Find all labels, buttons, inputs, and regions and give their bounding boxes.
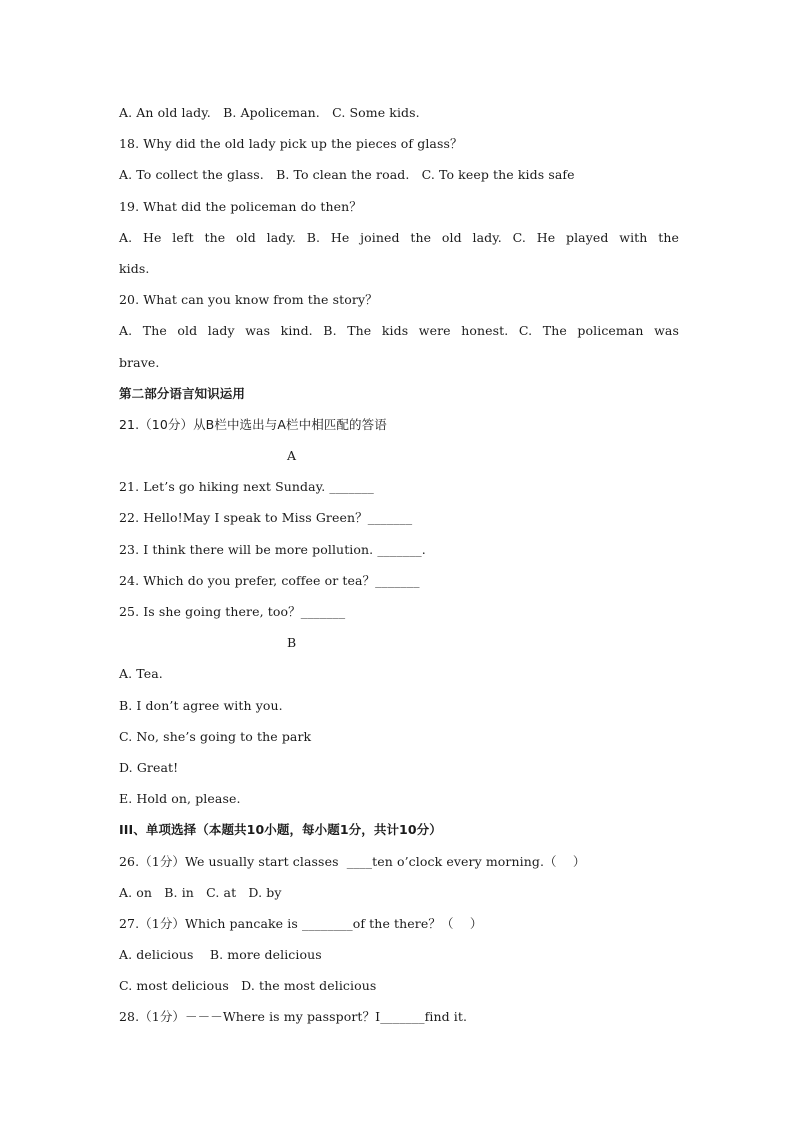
column-b-label: B <box>287 635 297 651</box>
match-item-23: 23. I think there will be more pollution. _______. <box>119 541 426 557</box>
column-a-label: A <box>287 448 297 464</box>
q21-instruction: 21.（10分）从B栏中选出与A栏中相匹配的答语 <box>119 416 387 432</box>
match-item-22: 22. Hello!May I speak to Miss Green？_______ <box>119 510 413 526</box>
q26-options: A. on B. in C. at D. by <box>119 884 282 900</box>
match-item-21: 21. Let’s go hiking next Sunday. _______ <box>119 479 374 495</box>
section-heading-part2: 第二部分语言知识运用 <box>119 385 246 401</box>
q18-options: A. To collect the glass. B. To clean the road. C. To keep the kids safe <box>119 167 575 183</box>
q17-options: A. An old lady. B. Apoliceman. C. Some kids. <box>119 105 420 120</box>
document-page <box>119 104 679 1040</box>
q27-options-row1: A. delicious B. more delicious <box>119 947 322 963</box>
answer-option-b: B. I don’t agree with you. <box>119 697 283 713</box>
section-heading-part3: III、单项选择（本题共10小题，每小题1分，共计10分） <box>119 822 442 838</box>
match-item-25: 25. Is she going there, too？_______ <box>119 604 346 619</box>
q19-options: A. He left the old lady. B. He joined the old lady. C. He played with the <box>119 229 679 245</box>
q20-options-continued: brave. <box>119 354 160 370</box>
q27-options-row2: C. most delicious D. the most delicious <box>119 978 377 994</box>
answer-option-c: C. No, she’s going to the park <box>119 728 312 744</box>
q20-options: A. The old lady was kind. B. The kids were honest. C. The policeman was <box>119 323 679 339</box>
answer-option-a: A. Tea. <box>119 666 163 682</box>
q19-question: 19. What did the policeman do then？ <box>119 198 362 214</box>
answer-option-d: D. Great! <box>119 759 179 775</box>
q20-question: 20. What can you know from the story？ <box>119 292 378 308</box>
answer-option-e: E. Hold on, please. <box>119 791 241 807</box>
q18-question: 18. Why did the old lady pick up the pieces of glass？ <box>119 136 463 152</box>
q26-question: 26.（1分）We usually start classes ____ten o’clock every morning.（ ） <box>119 853 586 869</box>
match-item-24: 24. Which do you prefer, coffee or tea？_______ <box>119 572 420 588</box>
q19-options-continued: kids. <box>119 260 150 276</box>
q28-question: 28.（1分）－－－Where is my passport？I_______find it. <box>119 1009 468 1025</box>
q27-question: 27.（1分）Which pancake is ________of the there？（ ） <box>119 915 483 931</box>
